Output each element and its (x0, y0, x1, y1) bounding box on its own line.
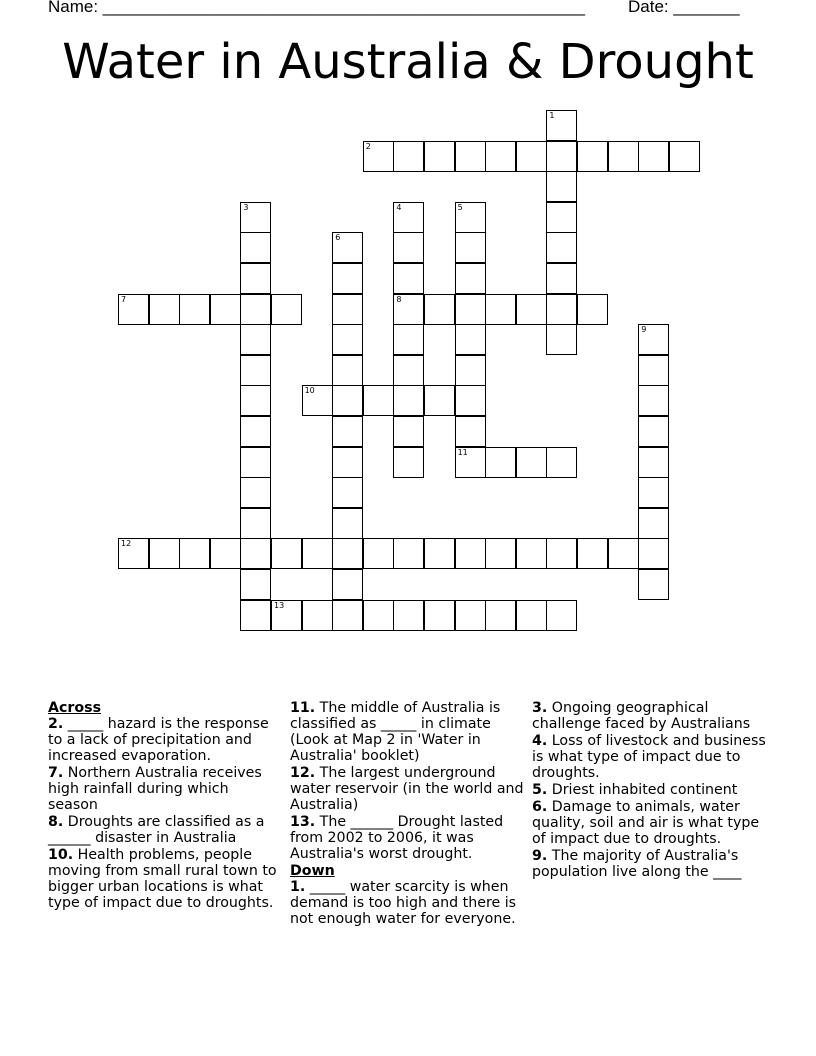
grid-cell[interactable] (179, 294, 210, 325)
clue-text: _____ water scarcity is when demand is too high and there is not enough water for everyone. (290, 879, 517, 927)
grid-cell[interactable] (424, 141, 455, 172)
clue-heading: Across (48, 700, 102, 716)
clue-number: 1. (290, 879, 306, 895)
grid-cell[interactable] (546, 110, 577, 141)
grid-cell[interactable] (455, 538, 486, 569)
page-title: Water in Australia & Drought (62, 34, 754, 90)
clue-text: Damage to animals, water quality, soil and air is what type of impact due to droughts. (532, 799, 760, 847)
cell-number: 8 (396, 294, 402, 304)
grid-cell[interactable] (638, 324, 669, 355)
grid-cell[interactable] (455, 294, 486, 325)
clue-text: The ______ Drought lasted from 2002 to 2006, it was Australia's worst drought. (290, 814, 504, 862)
grid-cell[interactable] (118, 538, 149, 569)
grid-cell[interactable] (455, 416, 486, 447)
grid-cell[interactable] (240, 447, 271, 478)
grid-cell[interactable] (516, 600, 547, 631)
grid-cell[interactable] (669, 141, 700, 172)
grid-cell[interactable] (240, 294, 271, 325)
grid-cell[interactable] (332, 294, 363, 325)
cell-number: 11 (457, 447, 468, 457)
cell-number: 13 (274, 600, 285, 610)
cell-number: 1 (549, 111, 555, 120)
clues-column-1 (48, 700, 282, 912)
grid-cell[interactable] (240, 600, 271, 631)
grid-cell[interactable] (608, 538, 639, 569)
grid-cell[interactable] (240, 202, 271, 233)
grid-cell[interactable] (363, 600, 394, 631)
grid-cell[interactable] (485, 141, 516, 172)
grid-cell[interactable] (118, 294, 149, 325)
clue-number: 3. (532, 700, 548, 716)
grid-cell[interactable] (210, 294, 241, 325)
grid-cell[interactable] (240, 416, 271, 447)
grid-cell[interactable] (485, 294, 516, 325)
clue-number: 7. (48, 765, 64, 781)
grid-cell[interactable] (516, 141, 547, 172)
cell-number: 3 (243, 202, 249, 212)
clue-item (532, 799, 766, 847)
clue-text: Driest inhabited continent (551, 782, 738, 798)
grid-cell[interactable] (546, 171, 577, 202)
grid-cell[interactable] (240, 355, 271, 386)
grid-cell[interactable] (179, 538, 210, 569)
grid-cell[interactable] (332, 600, 363, 631)
clue-item (290, 879, 524, 927)
grid-cell[interactable] (332, 416, 363, 447)
grid-cell[interactable] (393, 447, 424, 478)
grid-cell[interactable] (424, 385, 455, 416)
grid-cell[interactable] (332, 477, 363, 508)
clue-item (532, 733, 766, 781)
cell-number: 9 (641, 325, 647, 335)
cell-number: 7 (121, 294, 127, 304)
clue-item (290, 765, 524, 813)
grid-cell[interactable] (393, 232, 424, 263)
grid-cell[interactable] (424, 600, 455, 631)
grid-cell[interactable] (332, 385, 363, 416)
grid-cell[interactable] (455, 202, 486, 233)
grid-cell[interactable] (577, 294, 608, 325)
cell-number: 10 (304, 386, 315, 396)
grid-cell[interactable] (485, 600, 516, 631)
grid-cell[interactable] (638, 477, 669, 508)
grid-cell[interactable] (577, 538, 608, 569)
grid-cell[interactable] (546, 538, 577, 569)
date-field-label: Date: _______ (628, 0, 740, 16)
grid-cell[interactable] (393, 385, 424, 416)
grid-cell[interactable] (149, 294, 180, 325)
grid-cell[interactable] (638, 508, 669, 539)
grid-cell[interactable] (393, 294, 424, 325)
grid-cell[interactable] (332, 355, 363, 386)
clue-text: The middle of Australia is classified as _____ in climate (Look at Map 2 in 'Water in Australia' booklet) (290, 700, 501, 764)
grid-cell[interactable] (485, 538, 516, 569)
clues-column-2 (290, 700, 524, 928)
clue-number: 6. (532, 799, 548, 815)
grid-cell[interactable] (302, 538, 333, 569)
clue-item (290, 814, 524, 862)
grid-cell[interactable] (393, 600, 424, 631)
grid-cell[interactable] (149, 538, 180, 569)
clue-number: 5. (532, 782, 548, 798)
clue-number: 10. (48, 847, 74, 863)
grid-cell[interactable] (546, 232, 577, 263)
grid-cell[interactable] (455, 447, 486, 478)
grid-cell[interactable] (638, 447, 669, 478)
grid-cell[interactable] (332, 324, 363, 355)
cell-number: 5 (457, 202, 463, 212)
grid-cell[interactable] (577, 141, 608, 172)
grid-cell[interactable] (332, 232, 363, 263)
grid-cell[interactable] (455, 232, 486, 263)
clue-item (48, 814, 282, 846)
clue-text: Loss of livestock and business is what type of impact due to droughts. (532, 733, 766, 781)
grid-cell[interactable] (638, 538, 669, 569)
grid-cell[interactable] (546, 600, 577, 631)
clue-item (290, 700, 524, 764)
grid-cell[interactable] (455, 141, 486, 172)
grid-cell[interactable] (608, 141, 639, 172)
grid-cell[interactable] (424, 538, 455, 569)
grid-cell[interactable] (516, 538, 547, 569)
grid-cell[interactable] (393, 141, 424, 172)
grid-cell[interactable] (332, 263, 363, 294)
clue-item (48, 847, 282, 911)
clue-text: Droughts are classified as a ______ disaster in Australia (48, 814, 265, 846)
grid-cell[interactable] (240, 232, 271, 263)
clue-heading: Down (290, 863, 335, 879)
grid-cell[interactable] (546, 202, 577, 233)
clue-number: 12. (290, 765, 316, 781)
grid-cell[interactable] (240, 538, 271, 569)
grid-cell[interactable] (393, 355, 424, 386)
grid-cell[interactable] (240, 508, 271, 539)
clue-item (532, 700, 766, 732)
clue-text: The largest underground water reservoir (in the world and Australia) (290, 765, 524, 813)
clue-item (48, 765, 282, 813)
grid-cell[interactable] (393, 324, 424, 355)
name-field-label: Name: ___________________________________________________ (48, 0, 585, 16)
grid-cell[interactable] (393, 263, 424, 294)
grid-cell[interactable] (363, 385, 394, 416)
grid-cell[interactable] (455, 263, 486, 294)
grid-cell[interactable] (271, 600, 302, 631)
grid-cell[interactable] (271, 538, 302, 569)
clue-number: 8. (48, 814, 64, 830)
grid-cell[interactable] (424, 294, 455, 325)
grid-cell[interactable] (240, 385, 271, 416)
grid-cell[interactable] (363, 141, 394, 172)
grid-cell[interactable] (516, 447, 547, 478)
cell-number: 12 (121, 539, 132, 549)
grid-cell[interactable] (363, 538, 394, 569)
grid-cell[interactable] (240, 477, 271, 508)
clue-number: 11. (290, 700, 316, 716)
grid-cell[interactable] (638, 569, 669, 600)
grid-cell[interactable] (455, 600, 486, 631)
grid-cell[interactable] (455, 355, 486, 386)
grid-cell[interactable] (332, 538, 363, 569)
grid-cell[interactable] (546, 447, 577, 478)
clue-text: Health problems, people moving from small rural town to bigger urban locations is what type of impact due to droughts. (48, 847, 277, 911)
clue-number: 13. (290, 814, 316, 830)
clue-item (532, 782, 766, 798)
grid-cell[interactable] (485, 447, 516, 478)
grid-cell[interactable] (546, 324, 577, 355)
clue-text: The majority of Australia's population live along the ____ (532, 848, 742, 880)
grid-cell[interactable] (332, 508, 363, 539)
grid-cell[interactable] (546, 263, 577, 294)
grid-cell[interactable] (271, 294, 302, 325)
clue-text: _____ hazard is the response to a lack of precipitation and increased evaporation. (48, 716, 269, 764)
cell-number: 4 (396, 202, 402, 212)
grid-cell[interactable] (546, 141, 577, 172)
grid-cell[interactable] (516, 294, 547, 325)
clue-text: Northern Australia receives high rainfall during which season (48, 765, 262, 813)
clue-text: Ongoing geographical challenge faced by Australians (532, 700, 751, 732)
grid-cell[interactable] (393, 202, 424, 233)
grid-cell[interactable] (455, 324, 486, 355)
clues-column-3 (532, 700, 766, 881)
cell-number: 6 (335, 233, 341, 243)
grid-cell[interactable] (393, 416, 424, 447)
grid-cell[interactable] (638, 141, 669, 172)
grid-cell[interactable] (302, 385, 333, 416)
grid-cell[interactable] (455, 385, 486, 416)
grid-cell[interactable] (546, 294, 577, 325)
grid-cell[interactable] (638, 385, 669, 416)
clue-item (532, 848, 766, 880)
grid-cell[interactable] (638, 355, 669, 386)
clue-number: 9. (532, 848, 548, 864)
clue-number: 4. (532, 733, 548, 749)
grid-cell[interactable] (332, 447, 363, 478)
clue-item (48, 716, 282, 764)
grid-cell[interactable] (393, 538, 424, 569)
grid-cell[interactable] (240, 324, 271, 355)
grid-cell[interactable] (240, 263, 271, 294)
clue-number: 2. (48, 716, 64, 732)
grid-cell[interactable] (638, 416, 669, 447)
grid-cell[interactable] (302, 600, 333, 631)
grid-cell[interactable] (240, 569, 271, 600)
cell-number: 2 (365, 141, 371, 151)
grid-cell[interactable] (210, 538, 241, 569)
grid-cell[interactable] (332, 569, 363, 600)
